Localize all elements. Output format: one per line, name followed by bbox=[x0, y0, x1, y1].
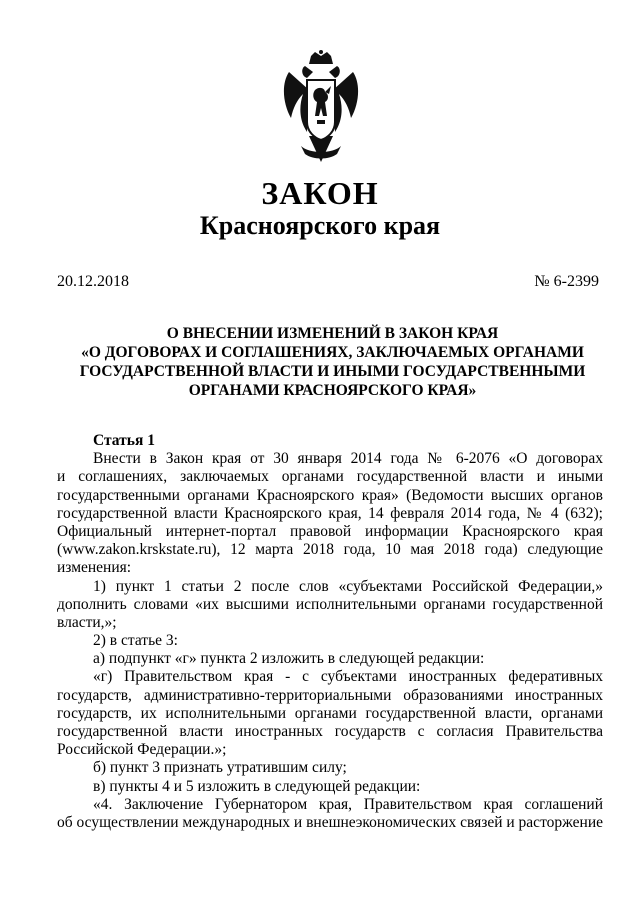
body-line: 1) пункт 1 статьи 2 после слов «субъектами Российской Федерации,» bbox=[93, 577, 603, 595]
heading-line: ОРГАНАМИ КРАСНОЯРСКОГО КРАЯ» bbox=[188, 382, 477, 399]
body-line: изменения: bbox=[57, 559, 132, 577]
body-line: б) пункт 3 признать утратившим силу; bbox=[93, 759, 347, 777]
body-line: «г) Правительством края - с субъектами иностранных федеративных bbox=[93, 668, 603, 686]
body-line: государств, административно-территориальными образованиями иностранных bbox=[57, 686, 603, 704]
law-body bbox=[57, 432, 603, 832]
article-title: Статья 1 bbox=[93, 432, 155, 449]
body-line: «4. Заключение Губернатором края, Правительством края соглашений bbox=[93, 795, 603, 813]
heading-line: «О ДОГОВОРАХ И СОГЛАШЕНИЯХ, ЗАКЛЮЧАЕМЫХ ОРГАНАМИ bbox=[81, 344, 584, 361]
body-line: в) пункты 4 и 5 изложить в следующей редакции: bbox=[93, 777, 421, 795]
krasnoyarsk-coat-of-arms-icon bbox=[279, 50, 363, 170]
body-line: и соглашениях, заключаемых органами государственной власти и иными bbox=[57, 468, 603, 486]
body-line: 2) в статье 3: bbox=[93, 632, 178, 650]
body-line: дополнить словами «их высшими исполнительными органами государственной bbox=[57, 595, 603, 613]
body-line: Официальный интернет-портал правовой информации Красноярского края bbox=[57, 522, 603, 540]
body-line: государственной власти иностранных государств с согласия Правительства bbox=[57, 723, 603, 740]
body-line: Российской Федерации.»; bbox=[57, 741, 227, 759]
body-line: об осуществлении международных и внешнеэкономических связей и расторжение bbox=[57, 813, 603, 831]
law-heading bbox=[60, 324, 605, 400]
body-line: государств, их исполнительными органами государственной власти, органами bbox=[57, 704, 603, 722]
body-line: Внести в Закон края от 30 января 2014 года № 6-2076 «О договорах bbox=[93, 450, 603, 468]
document-date: 20.12.2018 bbox=[57, 273, 129, 290]
body-line: государственными органами Красноярского края» (Ведомости высших органов bbox=[57, 486, 603, 504]
body-line: а) подпункт «г» пункта 2 изложить в следующей редакции: bbox=[93, 650, 485, 668]
body-line: власти,»; bbox=[57, 613, 117, 631]
body-line: (www.zakon.krskstate.ru), 12 марта 2018 года, 10 мая 2018 года) следующие bbox=[57, 541, 603, 559]
document-title: ЗАКОН bbox=[261, 175, 379, 211]
document-number: № 6-2399 bbox=[534, 273, 599, 290]
body-line: государственной власти Красноярского края, 14 февраля 2014 года, № 4 (632); bbox=[57, 504, 603, 522]
document-subtitle: Красноярского края bbox=[199, 211, 441, 240]
heading-line: ГОСУДАРСТВЕННОЙ ВЛАСТИ И ИНЫМИ ГОСУДАРСТВЕННЫМИ bbox=[79, 363, 586, 380]
heading-line: О ВНЕСЕНИИ ИЗМЕНЕНИЙ В ЗАКОН КРАЯ bbox=[166, 325, 499, 342]
body-lines bbox=[57, 450, 603, 832]
